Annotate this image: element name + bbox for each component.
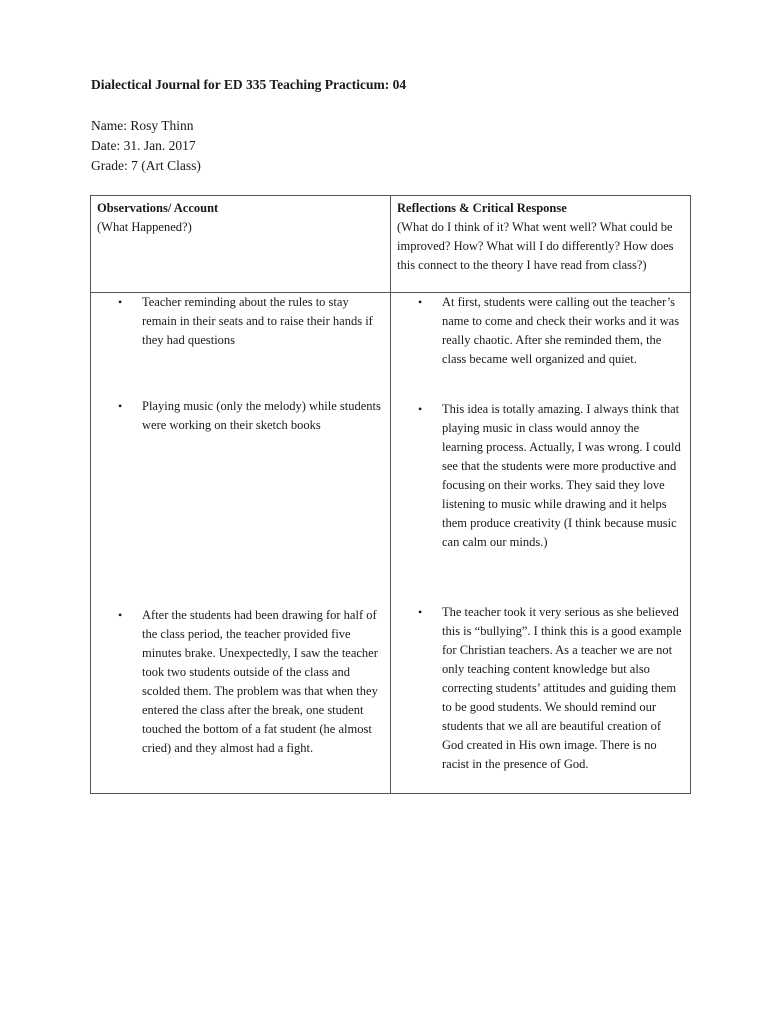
bullet-marker: • bbox=[118, 399, 123, 413]
reflections-header-title: Reflections & Critical Response bbox=[397, 201, 567, 215]
table-header-row bbox=[91, 196, 691, 293]
bullet-marker: • bbox=[118, 608, 123, 622]
bullet-marker: • bbox=[418, 402, 423, 416]
observation-text: Playing music (only the melody) while students were working on their sketch books bbox=[142, 399, 381, 432]
reflection-text: The teacher took it very serious as she believed this is “bullying”. I think this is a good example for Christian teachers. As a teacher we are not only teaching content knowledge but also correcting students’ attitudes and guiding them to be good students. We should remind our students that we all are beautiful creation of God created in His own image. There is no racist in the presence of God. bbox=[442, 605, 682, 771]
reflections-header-subtitle: (What do I think of it? What went well? What could be improved? How? What will I do differently? How does this connect to the theory I have read from class?) bbox=[397, 220, 674, 272]
reflection-text: This idea is totally amazing. I always think that playing music in class would annoy the learning process. Actually, I was wrong. I could see that the students were more productive and focusing on their works. They said they love listening to music while drawing and it helps them produce creativity (I think because music can calm our minds.) bbox=[442, 402, 681, 549]
reflection-item bbox=[391, 603, 690, 774]
observations-cell bbox=[91, 293, 391, 794]
observation-item bbox=[91, 397, 390, 435]
observations-header-cell bbox=[91, 196, 391, 293]
reflection-item bbox=[391, 400, 690, 552]
bullet-marker: • bbox=[118, 295, 123, 309]
reflection-text: At first, students were calling out the teacher’s name to come and check their works and it was really chaotic. After she reminded them, the class became well organized and quiet. bbox=[442, 295, 680, 366]
class-grade: Grade: 7 (Art Class) bbox=[91, 158, 201, 173]
observation-item bbox=[91, 606, 390, 758]
observations-header-subtitle: (What Happened?) bbox=[97, 220, 192, 234]
student-name: Name: Rosy Thinn bbox=[91, 118, 194, 133]
bullet-marker: • bbox=[418, 295, 423, 309]
document-title: Dialectical Journal for ED 335 Teaching Practicum: 04 bbox=[91, 77, 407, 92]
journal-date: Date: 31. Jan. 2017 bbox=[91, 138, 196, 153]
reflections-cell bbox=[391, 293, 691, 794]
document-meta bbox=[91, 116, 201, 176]
observations-header-title: Observations/ Account bbox=[97, 201, 219, 215]
table-body-row bbox=[91, 293, 691, 794]
reflection-item bbox=[391, 293, 690, 369]
reflections-header-cell bbox=[391, 196, 691, 293]
observation-text: After the students had been drawing for half of the class period, the teacher provided five minutes brake. Unexpectedly, I saw the teacher took two students outside of the class and scolded them. The problem was that when they entered the class after the break, one student touched the bottom of a fat student (he almost cried) and they almost had a fight. bbox=[142, 608, 378, 755]
observation-item bbox=[91, 293, 390, 350]
bullet-marker: • bbox=[418, 605, 423, 619]
journal-table bbox=[90, 195, 691, 794]
observation-text: Teacher reminding about the rules to stay remain in their seats and to raise their hands if they had questions bbox=[142, 295, 373, 347]
